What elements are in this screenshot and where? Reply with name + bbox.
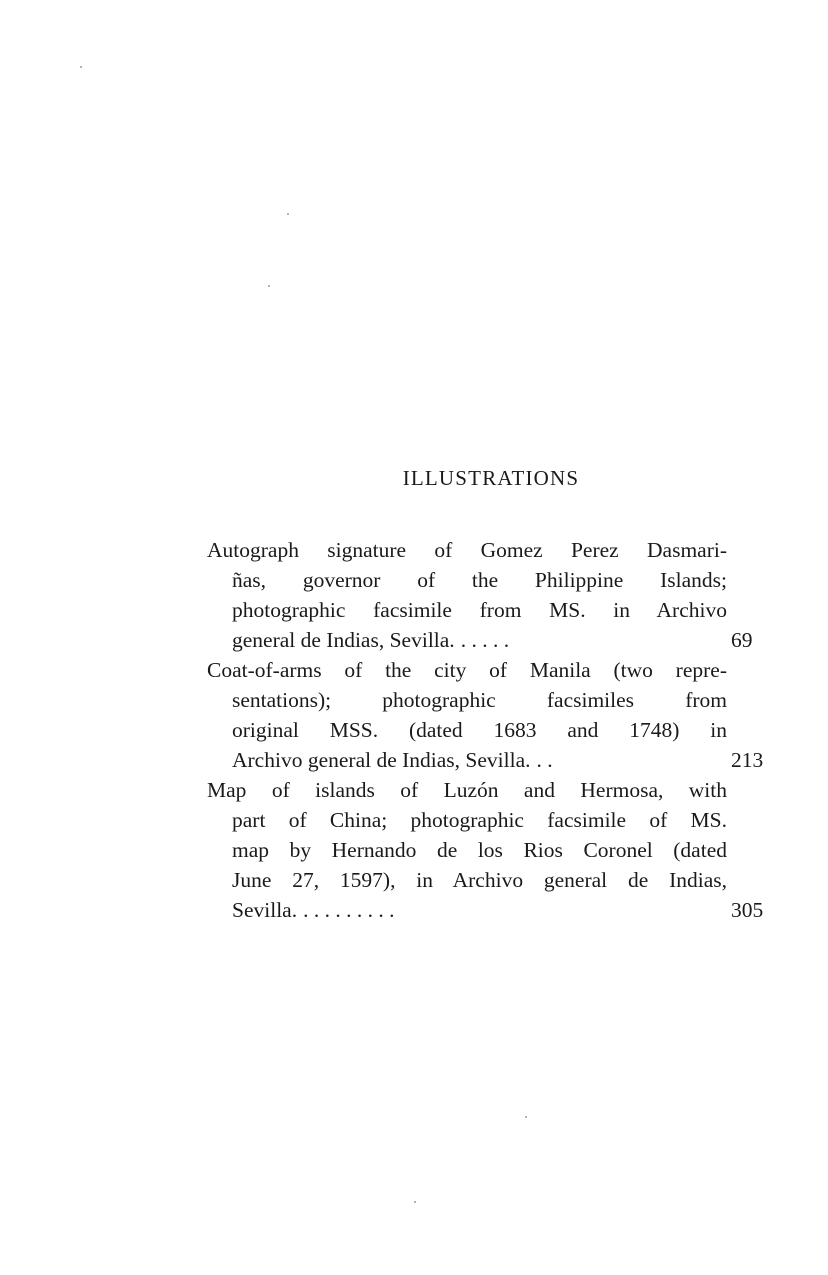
list-item	[207, 535, 753, 655]
dot-leader: . .	[536, 748, 553, 772]
page-number: 213	[731, 748, 764, 772]
paper-speck	[268, 285, 270, 287]
dot-leader: . . . . .	[460, 628, 510, 652]
entry-line: part of China; photographic facsimile of MS.	[232, 808, 727, 832]
paper-speck	[525, 1116, 527, 1118]
list-item	[207, 775, 764, 925]
paper-speck	[287, 213, 289, 215]
entry-line-text: Archivo general de Indias, Sevilla.	[232, 748, 531, 772]
entry-line-text: general de Indias, Sevilla.	[232, 628, 455, 652]
illustrations-list	[207, 535, 764, 925]
entry-line	[207, 895, 727, 925]
page-number: 305	[731, 898, 764, 922]
list-item	[207, 655, 764, 775]
entry-line: original MSS. (dated 1683 and 1748) in	[232, 718, 727, 742]
entry-line	[207, 745, 727, 775]
dot-leader: . . . . . . . . .	[303, 898, 395, 922]
entry-line: photographic facsimile from MS. in Archivo	[232, 598, 727, 622]
entry-line: Autograph signature of Gomez Perez Dasmari-	[207, 538, 727, 562]
entry-line: sentations); photographic facsimiles from	[232, 688, 727, 712]
entry-line: Map of islands of Luzón and Hermosa, with	[207, 778, 727, 802]
paper-speck	[414, 1201, 416, 1203]
entry-line-text: Sevilla.	[232, 898, 298, 922]
entry-line: ñas, governor of the Philippine Islands;	[232, 568, 727, 592]
entry-line	[207, 625, 727, 655]
page-number: 69	[731, 628, 753, 652]
entry-line: Coat-of-arms of the city of Manila (two repre-	[207, 658, 727, 682]
page-heading: ILLUSTRATIONS	[402, 466, 580, 490]
entry-line: map by Hernando de los Rios Coronel (dated	[232, 838, 727, 862]
paper-speck	[80, 66, 82, 68]
entry-line: June 27, 1597), in Archivo general de Indias,	[232, 868, 727, 892]
